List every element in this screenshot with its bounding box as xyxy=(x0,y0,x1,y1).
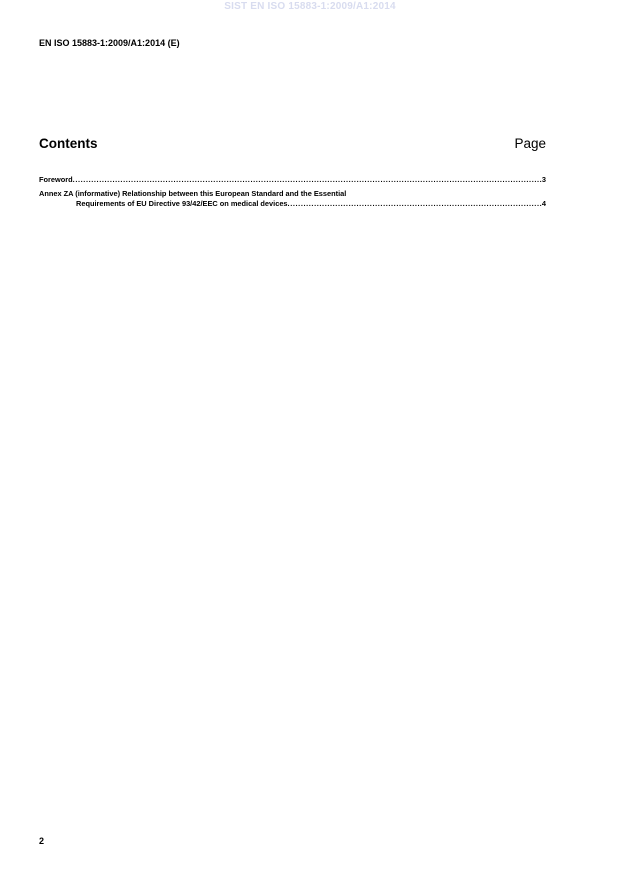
toc-entry-page: 4 xyxy=(541,199,546,208)
toc-entry-title: Foreword xyxy=(39,175,73,184)
watermark-text: SIST EN ISO 15883-1:2009/A1:2014 xyxy=(224,1,396,12)
toc-entry-title-line1: Annex ZA (informative) Relationship between this European Standard and the Essential xyxy=(39,189,347,198)
page-column-heading: Page xyxy=(514,136,546,151)
toc-entry-annex-za[interactable] xyxy=(39,189,546,209)
contents-heading: Contents xyxy=(39,136,98,151)
page-number: 2 xyxy=(39,836,45,846)
document-id-header: EN ISO 15883-1:2009/A1:2014 (E) xyxy=(39,38,180,48)
toc-entry-title-line2: Requirements of EU Directive 93/42/EEC on medical devices xyxy=(76,199,288,208)
toc-leader-dots xyxy=(73,175,542,185)
toc-entry-page: 3 xyxy=(541,175,546,184)
table-of-contents xyxy=(39,175,546,213)
toc-leader-dots xyxy=(288,199,542,209)
toc-entry-foreword[interactable] xyxy=(39,175,546,185)
